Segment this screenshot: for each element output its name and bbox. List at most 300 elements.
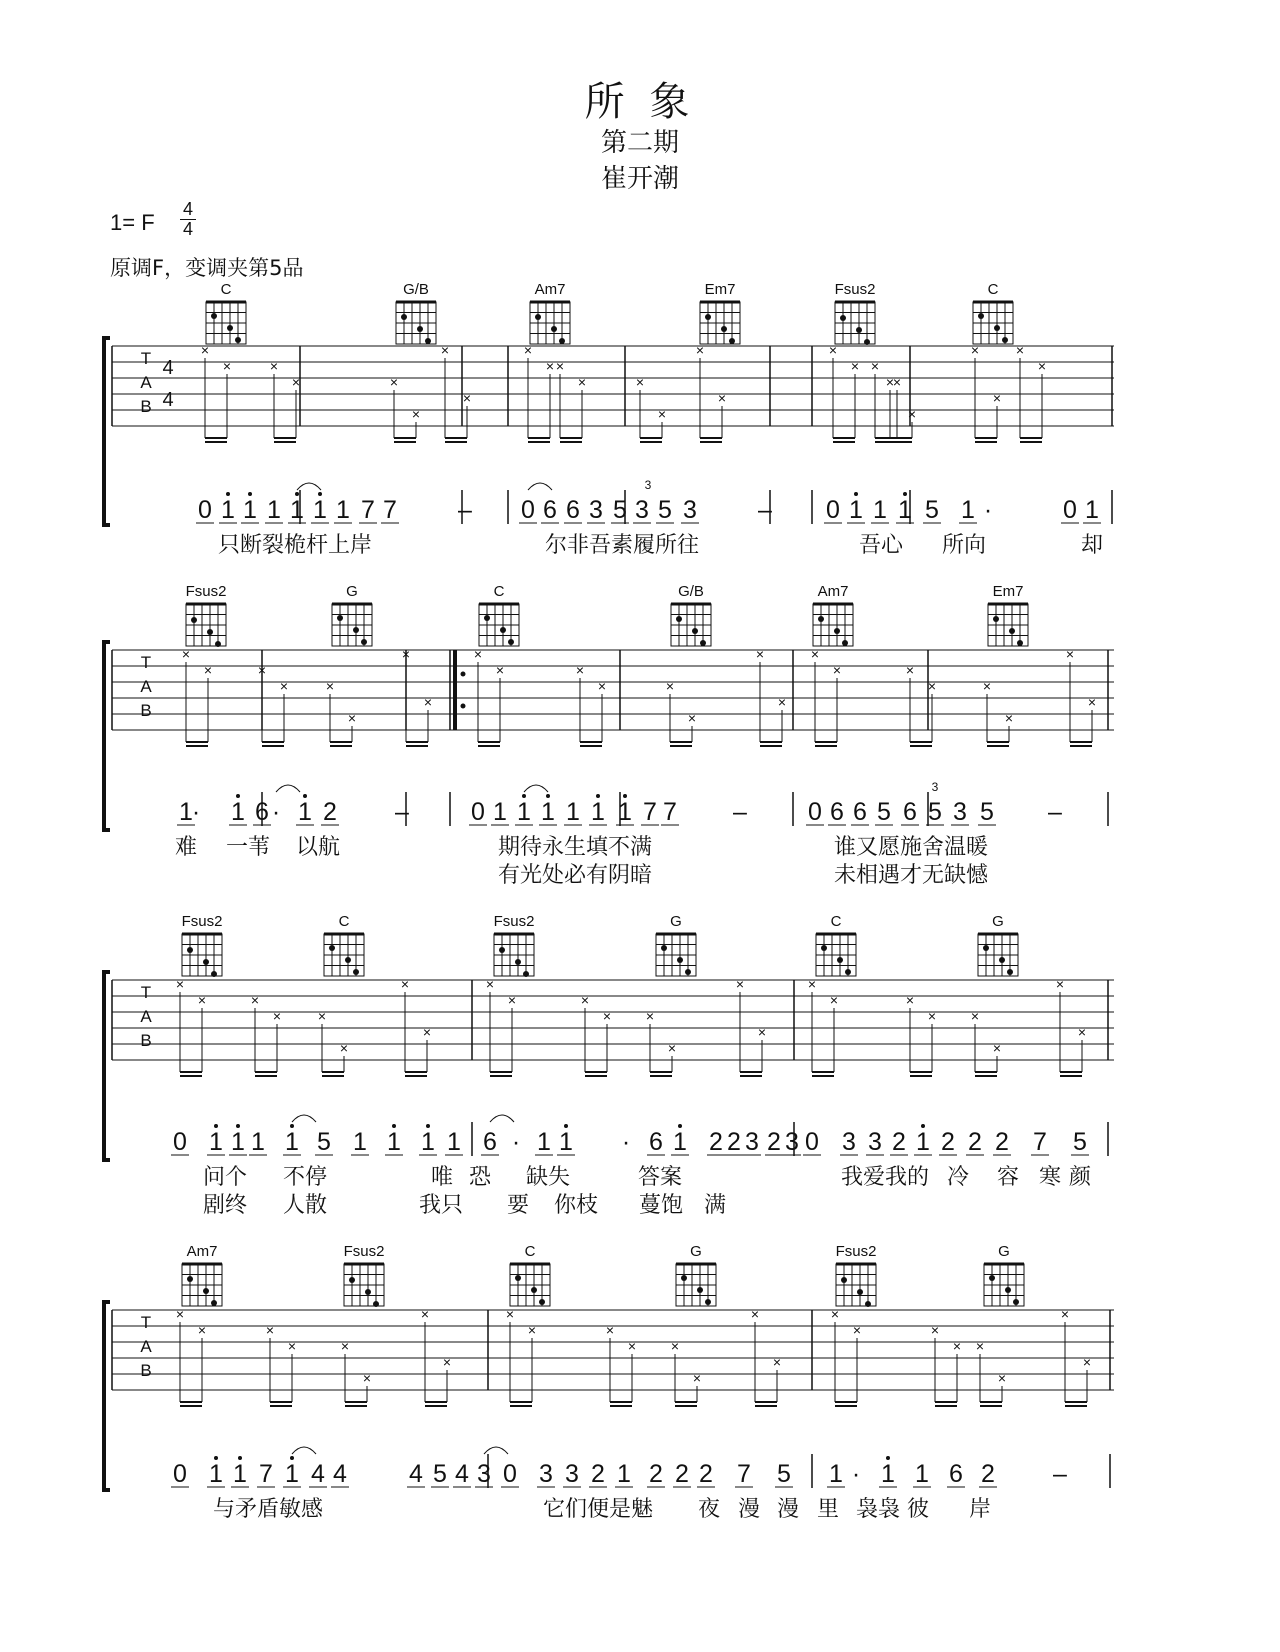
tab-mute-x: × xyxy=(605,1322,615,1338)
jianpu-high-dot xyxy=(236,794,240,798)
jianpu-note: 3 xyxy=(868,1128,882,1156)
chord-name: Am7 xyxy=(817,583,849,600)
jianpu-note: 3 xyxy=(477,1460,491,1488)
chord-finger-dot xyxy=(1017,640,1023,646)
jianpu-note: 5 xyxy=(980,798,994,826)
chord-finger-dot xyxy=(837,957,843,963)
jianpu-note: 5 xyxy=(1073,1128,1087,1156)
tab-mute-x: × xyxy=(250,992,260,1008)
chord-finger-dot xyxy=(697,1287,703,1293)
jianpu-note: 1 xyxy=(221,496,235,524)
jianpu-note: 2 xyxy=(649,1460,663,1488)
jianpu-note: 4 xyxy=(409,1460,423,1488)
tab-mute-x: × xyxy=(810,646,820,662)
time-signature-top: 4 xyxy=(182,199,193,219)
chord-finger-dot xyxy=(1009,628,1015,634)
lyric-verse1: 一苇 xyxy=(225,834,271,859)
tab-mute-x: × xyxy=(505,1306,515,1322)
tab-mute-x: × xyxy=(772,1354,782,1370)
lyric-verse1: 冷 xyxy=(946,1164,970,1189)
chord-finger-dot xyxy=(515,1275,521,1281)
jianpu-note: 1 xyxy=(353,1128,367,1156)
tab-mute-x: × xyxy=(870,358,880,374)
jianpu-note: 1 xyxy=(290,496,304,524)
tab-time-bottom: 4 xyxy=(162,389,174,411)
jianpu-note: 1 xyxy=(618,798,632,826)
jianpu-note: 6 xyxy=(483,1128,497,1156)
tab-mute-x: × xyxy=(992,390,1002,406)
time-signature-bottom: 4 xyxy=(180,219,196,239)
chord-diagram xyxy=(676,1243,716,1306)
chord-diagram xyxy=(182,1243,222,1306)
chord-finger-dot xyxy=(721,326,727,332)
lyric-verse2: 你枝 xyxy=(553,1192,599,1217)
chord-finger-dot xyxy=(978,313,984,319)
tab-mute-x: × xyxy=(485,976,495,992)
chord-name: Fsus2 xyxy=(834,281,876,298)
lyric-verse1: 漫 xyxy=(776,1496,800,1521)
tab-mute-x: × xyxy=(175,976,185,992)
jianpu-note: 5 xyxy=(777,1460,791,1488)
jianpu-high-dot xyxy=(214,1124,218,1128)
jianpu-high-dot xyxy=(903,492,907,496)
lyric-verse1: 只断裂桅杆上岸 xyxy=(217,532,373,557)
jianpu-note: 1 xyxy=(251,1128,265,1156)
jianpu-note: 1 xyxy=(209,1128,223,1156)
jianpu-note: 1 xyxy=(537,1128,551,1156)
tab-mute-x: × xyxy=(635,374,645,390)
lyric-verse2: 未相遇才无缺憾 xyxy=(833,862,989,887)
jianpu-note: 0 xyxy=(1063,496,1077,524)
system-bracket xyxy=(104,972,110,1160)
tab-clef-letter: T xyxy=(140,653,152,672)
chord-name: C xyxy=(524,1243,536,1260)
tab-mute-x: × xyxy=(175,1306,185,1322)
jianpu-note: · xyxy=(511,1128,521,1156)
tab-mute-x: × xyxy=(1065,646,1075,662)
tab-mute-x: × xyxy=(657,406,667,422)
jianpu-note: 1 xyxy=(1085,496,1099,524)
chord-finger-dot xyxy=(499,947,505,953)
jianpu-note: 5 xyxy=(433,1460,447,1488)
chord-finger-dot xyxy=(515,959,521,965)
jianpu-high-dot xyxy=(596,794,600,798)
jianpu-note: · xyxy=(851,1460,861,1488)
chord-diagram xyxy=(344,1243,385,1307)
chord-name: G/B xyxy=(678,583,704,600)
tab-mute-x: × xyxy=(907,406,917,422)
chord-finger-dot xyxy=(349,1277,355,1283)
tab-mute-x: × xyxy=(645,1008,655,1024)
chord-diagram xyxy=(186,583,227,647)
tab-clef-letter: B xyxy=(140,1361,152,1380)
jianpu-note: 1 xyxy=(336,496,350,524)
chord-finger-dot xyxy=(676,616,682,622)
lyric-verse1: 里 xyxy=(816,1496,840,1521)
jianpu-tie xyxy=(292,1115,316,1122)
jianpu-note: 6 xyxy=(255,798,269,826)
jianpu-note: 2 xyxy=(968,1128,982,1156)
tab-mute-x: × xyxy=(200,342,210,358)
chord-finger-dot xyxy=(692,628,698,634)
jianpu-note: 1 xyxy=(898,496,912,524)
lyric-verse1: 漫 xyxy=(737,1496,761,1521)
tab-mute-x: × xyxy=(1087,694,1097,710)
jianpu-note: 3 xyxy=(953,798,967,826)
chord-finger-dot xyxy=(729,338,735,344)
tab-mute-x: × xyxy=(287,1338,297,1354)
jianpu-high-dot xyxy=(295,492,299,496)
chord-finger-dot xyxy=(1002,337,1008,343)
chord-diagram xyxy=(700,281,740,344)
tab-clef-letter: A xyxy=(140,677,152,696)
tab-mute-x: × xyxy=(905,992,915,1008)
jianpu-note: 1 xyxy=(617,1460,631,1488)
tab-mute-x: × xyxy=(580,992,590,1008)
jianpu-tie xyxy=(524,785,548,792)
tab-mute-x: × xyxy=(1077,1024,1087,1040)
tab-mute-x: × xyxy=(1060,1306,1070,1322)
chord-diagram xyxy=(988,583,1028,646)
jianpu-note: 1 xyxy=(915,1460,929,1488)
chord-finger-dot xyxy=(207,629,213,635)
chord-diagram xyxy=(656,913,696,976)
jianpu-high-dot xyxy=(426,1124,430,1128)
jianpu-note: 0 xyxy=(503,1460,517,1488)
chord-finger-dot xyxy=(235,337,241,343)
lyric-verse1: 颜 xyxy=(1068,1164,1092,1189)
chord-finger-dot xyxy=(681,1275,687,1281)
jianpu-note: 5 xyxy=(317,1128,331,1156)
chord-finger-dot xyxy=(818,616,824,622)
lyric-verse1: 与矛盾敏感 xyxy=(212,1496,324,1521)
chord-name: C xyxy=(987,281,999,298)
tab-mute-x: × xyxy=(997,1370,1007,1386)
chord-diagram xyxy=(530,281,570,344)
chord-finger-dot xyxy=(551,326,557,332)
jianpu-note: 3 xyxy=(539,1460,553,1488)
jianpu-note: 1 xyxy=(541,798,555,826)
jianpu-note: 7 xyxy=(1033,1128,1047,1156)
chord-name: Am7 xyxy=(186,1243,218,1260)
lyric-verse1: 寒 xyxy=(1038,1164,1062,1189)
tab-mute-x: × xyxy=(203,662,213,678)
tab-mute-x: × xyxy=(495,662,505,678)
triplet-mark: 3 xyxy=(644,478,652,492)
chord-finger-dot xyxy=(857,1289,863,1295)
tab-clef-letter: B xyxy=(140,397,152,416)
jianpu-note: 5 xyxy=(928,798,942,826)
jianpu-note: – xyxy=(1053,1460,1067,1488)
tab-mute-x: × xyxy=(717,390,727,406)
tab-mute-x: × xyxy=(755,646,765,662)
tab-mute-x: × xyxy=(750,1306,760,1322)
jianpu-note: 1 xyxy=(231,798,245,826)
tab-mute-x: × xyxy=(930,1322,940,1338)
jianpu-note: 0 xyxy=(521,496,535,524)
tab-mute-x: × xyxy=(927,1008,937,1024)
tab-mute-x: × xyxy=(440,342,450,358)
tab-mute-x: × xyxy=(197,1322,207,1338)
tab-clef-letter: B xyxy=(140,1031,152,1050)
tab-mute-x: × xyxy=(181,646,191,662)
jianpu-note: 1 xyxy=(849,496,863,524)
chord-name: Fsus2 xyxy=(835,1243,877,1260)
chord-diagram xyxy=(494,913,535,977)
tab-mute-x: × xyxy=(830,1306,840,1322)
chord-finger-dot xyxy=(841,1277,847,1283)
chord-name: Em7 xyxy=(704,281,736,298)
jianpu-note: 1 xyxy=(493,798,507,826)
lyric-verse2: 剧终 xyxy=(202,1192,248,1217)
jianpu-note: 3 xyxy=(842,1128,856,1156)
jianpu-note: 4 xyxy=(333,1460,347,1488)
chord-finger-dot xyxy=(345,957,351,963)
chord-finger-dot xyxy=(523,971,529,977)
tab-mute-x: × xyxy=(279,678,289,694)
chord-diagram xyxy=(973,281,1013,344)
jianpu-note: 6 xyxy=(830,798,844,826)
chord-finger-dot xyxy=(215,641,221,647)
tab-mute-x: × xyxy=(317,1008,327,1024)
tab-clef-letter: T xyxy=(140,1313,152,1332)
chord-name: C xyxy=(830,913,842,930)
jianpu-high-dot xyxy=(854,492,858,496)
tab-mute-x: × xyxy=(507,992,517,1008)
jianpu-note: 0 xyxy=(198,496,212,524)
jianpu-note: 7 xyxy=(663,798,677,826)
tab-mute-x: × xyxy=(362,1370,372,1386)
chord-finger-dot xyxy=(531,1287,537,1293)
tab-mute-x: × xyxy=(473,646,483,662)
jianpu-high-dot xyxy=(392,1124,396,1128)
chord-finger-dot xyxy=(705,1299,711,1305)
lyric-verse2: 要 xyxy=(506,1192,530,1217)
chord-diagram xyxy=(835,281,876,345)
jianpu-high-dot xyxy=(623,794,627,798)
chord-finger-dot xyxy=(329,945,335,951)
chord-name: C xyxy=(338,913,350,930)
jianpu-note: · xyxy=(621,1128,631,1156)
song-subtitle: 第二期 xyxy=(600,128,679,158)
jianpu-note: 0 xyxy=(173,1128,187,1156)
jianpu-note: 7 xyxy=(737,1460,751,1488)
chord-diagram xyxy=(813,583,853,646)
jianpu-note: – xyxy=(1048,798,1062,826)
chord-finger-dot xyxy=(187,1276,193,1282)
tab-mute-x: × xyxy=(272,1008,282,1024)
jianpu-note: 2 xyxy=(727,1128,741,1156)
chord-finger-dot xyxy=(661,945,667,951)
chord-diagram xyxy=(836,1243,877,1307)
jianpu-note: 1 xyxy=(559,1128,573,1156)
chord-diagram xyxy=(978,913,1018,976)
tab-mute-x: × xyxy=(892,374,902,390)
chord-finger-dot xyxy=(211,971,217,977)
jianpu-note: 5 xyxy=(877,798,891,826)
chord-diagram xyxy=(671,583,711,646)
chord-finger-dot xyxy=(373,1301,379,1307)
chord-diagram xyxy=(396,281,436,344)
tab-mute-x: × xyxy=(265,1322,275,1338)
chord-name: Fsus2 xyxy=(343,1243,385,1260)
jianpu-tie xyxy=(490,1115,514,1122)
lyric-verse1: 岸 xyxy=(968,1496,992,1521)
jianpu-note: 1 xyxy=(961,496,975,524)
tab-mute-x: × xyxy=(527,1322,537,1338)
tab-mute-x: × xyxy=(1055,976,1065,992)
jianpu-note: 1 xyxy=(517,798,531,826)
jianpu-high-dot xyxy=(546,794,550,798)
chord-finger-dot xyxy=(203,959,209,965)
tab-mute-x: × xyxy=(325,678,335,694)
jianpu-high-dot xyxy=(248,492,252,496)
jianpu-high-dot xyxy=(921,1124,925,1128)
tab-mute-x: × xyxy=(291,374,301,390)
tab-mute-x: × xyxy=(670,1338,680,1354)
tab-mute-x: × xyxy=(692,1370,702,1386)
tab-mute-x: × xyxy=(850,358,860,374)
chord-finger-dot xyxy=(353,969,359,975)
lyric-verse2: 人散 xyxy=(282,1192,328,1217)
jianpu-note: 1 xyxy=(829,1460,843,1488)
jianpu-note: 1 xyxy=(285,1460,299,1488)
lyric-verse1: 彼 xyxy=(906,1496,930,1521)
chord-finger-dot xyxy=(353,627,359,633)
chord-diagram xyxy=(182,913,223,977)
jianpu-note: 2 xyxy=(709,1128,723,1156)
chord-finger-dot xyxy=(203,1288,209,1294)
chord-finger-dot xyxy=(983,945,989,951)
chord-name: G xyxy=(690,1243,702,1260)
chord-finger-dot xyxy=(821,945,827,951)
tab-mute-x: × xyxy=(347,710,357,726)
tab-mute-x: × xyxy=(757,1024,767,1040)
repeat-dot xyxy=(461,672,466,677)
chord-finger-dot xyxy=(559,338,565,344)
jianpu-note: 1 xyxy=(387,1128,401,1156)
lyric-verse1: 夜 xyxy=(697,1496,721,1521)
chord-diagram xyxy=(332,583,372,646)
jianpu-note: – xyxy=(758,496,772,524)
jianpu-note: 2 xyxy=(941,1128,955,1156)
chord-diagram xyxy=(816,913,856,976)
capo-note: 原调F，变调夹第5品 xyxy=(110,256,304,280)
tab-clef-letter: A xyxy=(140,373,152,392)
jianpu-note: 1 xyxy=(881,1460,895,1488)
chord-finger-dot xyxy=(685,969,691,975)
song-title: 所 象 xyxy=(584,79,696,125)
tab-mute-x: × xyxy=(400,976,410,992)
jianpu-note: · xyxy=(983,496,993,524)
jianpu-note: 6 xyxy=(903,798,917,826)
chord-name: Fsus2 xyxy=(185,583,227,600)
chord-name: C xyxy=(493,583,505,600)
jianpu-note: 1 xyxy=(421,1128,435,1156)
chord-finger-dot xyxy=(361,639,367,645)
tab-mute-x: × xyxy=(462,390,472,406)
lyric-verse1: 袅袅 xyxy=(855,1496,901,1521)
jianpu-high-dot xyxy=(522,794,526,798)
tab-mute-x: × xyxy=(735,976,745,992)
chord-diagram xyxy=(479,583,519,646)
chord-diagram xyxy=(206,281,246,344)
artist-name: 崔开潮 xyxy=(600,164,679,194)
tab-mute-x: × xyxy=(411,406,421,422)
tab-mute-x: × xyxy=(952,1338,962,1354)
chord-name: G/B xyxy=(403,281,429,298)
chord-finger-dot xyxy=(191,617,197,623)
chord-finger-dot xyxy=(337,615,343,621)
chord-finger-dot xyxy=(840,315,846,321)
lyric-verse1: 吾心 xyxy=(858,532,904,557)
jianpu-note: 3 xyxy=(565,1460,579,1488)
jianpu-note: – xyxy=(458,496,472,524)
jianpu-note: 5 xyxy=(658,496,672,524)
tab-mute-x: × xyxy=(885,374,895,390)
tab-mute-x: × xyxy=(852,1322,862,1338)
jianpu-note: 2 xyxy=(591,1460,605,1488)
tab-mute-x: × xyxy=(970,1008,980,1024)
jianpu-note: 0 xyxy=(808,798,822,826)
tab-mute-x: × xyxy=(197,992,207,1008)
tab-mute-x: × xyxy=(577,374,587,390)
tab-mute-x: × xyxy=(222,358,232,374)
lyric-verse1: 尔非吾素履所往 xyxy=(544,532,700,557)
chord-finger-dot xyxy=(535,314,541,320)
jianpu-note: · xyxy=(191,798,201,826)
chord-finger-dot xyxy=(856,327,862,333)
tab-mute-x: × xyxy=(575,662,585,678)
jianpu-note: 7 xyxy=(259,1460,273,1488)
chord-finger-dot xyxy=(1013,1299,1019,1305)
jianpu-note: 7 xyxy=(643,798,657,826)
chord-name: G xyxy=(992,913,1004,930)
tab-mute-x: × xyxy=(665,678,675,694)
jianpu-high-dot xyxy=(236,1124,240,1128)
jianpu-note: 4 xyxy=(455,1460,469,1488)
chord-finger-dot xyxy=(211,313,217,319)
jianpu-note: 1 xyxy=(179,798,193,826)
chord-name: G xyxy=(670,913,682,930)
tab-mute-x: × xyxy=(555,358,565,374)
jianpu-note: 1 xyxy=(873,496,887,524)
tab-mute-x: × xyxy=(982,678,992,694)
tab-mute-x: × xyxy=(401,646,411,662)
tab-mute-x: × xyxy=(1015,342,1025,358)
chord-finger-dot xyxy=(834,628,840,634)
tab-mute-x: × xyxy=(389,374,399,390)
jianpu-tie xyxy=(484,1447,508,1454)
jianpu-note: 1 xyxy=(916,1128,930,1156)
lyric-verse2: 有光处必有阴暗 xyxy=(497,862,653,887)
tab-clef-letter: B xyxy=(140,701,152,720)
lyric-verse1: 期待永生填不满 xyxy=(497,834,653,859)
chord-finger-dot xyxy=(845,969,851,975)
jianpu-high-dot xyxy=(564,1124,568,1128)
lyric-verse1: 问个 xyxy=(202,1164,248,1189)
jianpu-note: – xyxy=(733,798,747,826)
tab-mute-x: × xyxy=(1082,1354,1092,1370)
jianpu-note: 0 xyxy=(173,1460,187,1488)
lyric-verse2: 蔓饱 xyxy=(638,1192,684,1217)
system-bracket xyxy=(104,1302,110,1490)
jianpu-high-dot xyxy=(290,1124,294,1128)
tab-time-top: 4 xyxy=(162,357,174,379)
chord-finger-dot xyxy=(1007,969,1013,975)
jianpu-note: 1 xyxy=(285,1128,299,1156)
chord-finger-dot xyxy=(989,1275,995,1281)
